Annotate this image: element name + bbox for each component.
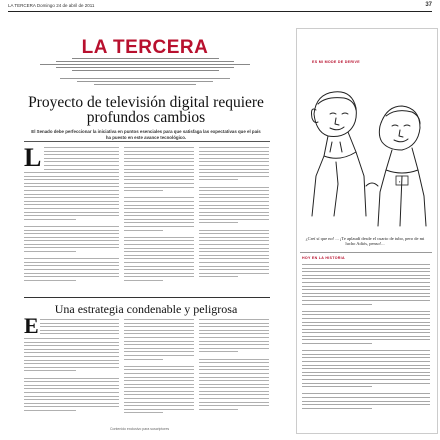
svg-text:▪: ▪ bbox=[399, 179, 401, 184]
right-column-frame bbox=[296, 28, 438, 434]
second-column-1b bbox=[24, 338, 119, 413]
history-kicker: HOY EN LA HISTORIA bbox=[302, 256, 345, 260]
editorial-deck: El Senado debe perfeccionar la iniciativa en puntos esenciales para que satisfaga las expectativas que el país ha puesto en este avance tecnológico. bbox=[31, 129, 261, 140]
edition-date: LA TERCERA Domingo 24 de abril de 2011 bbox=[8, 3, 95, 8]
top-bar bbox=[8, 3, 432, 10]
second-column-3 bbox=[199, 319, 269, 412]
second-column-2 bbox=[124, 319, 194, 416]
second-column-1a bbox=[40, 319, 119, 337]
top-rule bbox=[8, 11, 432, 12]
editorial-headline: Proyecto de televisión digital requiere profundos cambios bbox=[28, 94, 264, 126]
section-divider bbox=[24, 297, 270, 298]
cartoon-kicker: ES MI MODE DE DERIVE bbox=[312, 60, 360, 64]
page-number: 37 bbox=[425, 2, 432, 8]
footer-note: Contenido exclusivo para suscriptores bbox=[110, 427, 170, 431]
masthead-logo: LA TERCERA bbox=[81, 37, 209, 58]
editorial-column-1a bbox=[44, 147, 119, 172]
editorial-column-3 bbox=[199, 147, 269, 280]
editorial-column-1b bbox=[24, 172, 119, 283]
editorial-column-2 bbox=[124, 147, 194, 284]
masthead-staff bbox=[60, 78, 230, 87]
drop-cap-2: E bbox=[24, 313, 39, 338]
second-editorial-headline: Una estrategia condenable y peligrosa bbox=[54, 302, 238, 316]
masthead-credits bbox=[40, 58, 250, 73]
drop-cap: L bbox=[24, 143, 42, 172]
cartoon-caption: ¿Creí sí que no! ... ¡Te aplaudí desde el cuarto de tubo, pero de mi lucho Adiós, penso!... bbox=[305, 236, 425, 247]
deck-divider bbox=[24, 141, 270, 142]
